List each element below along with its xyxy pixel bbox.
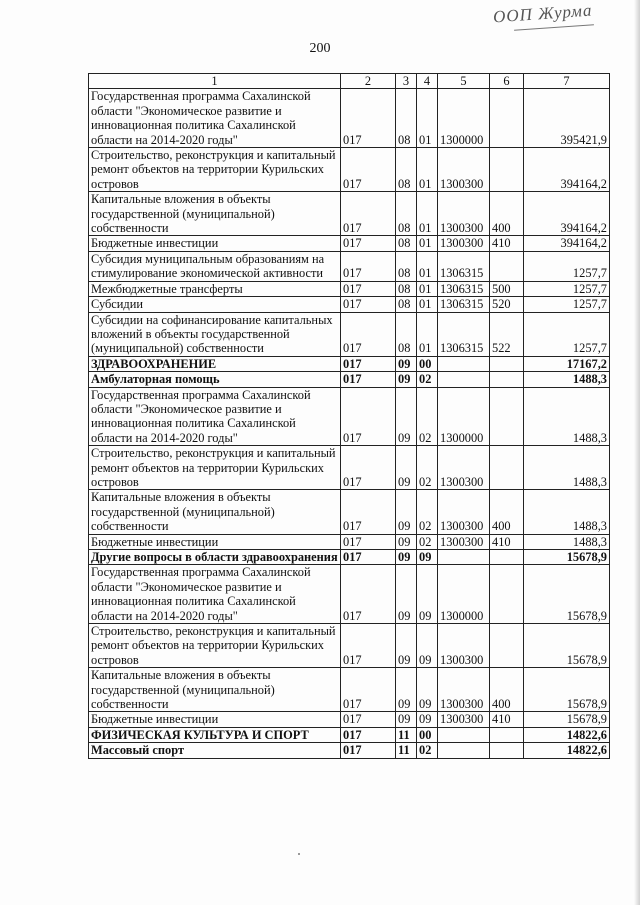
row-code-cell: 09: [396, 490, 417, 534]
row-name-cell: Другие вопросы в области здравоохранения: [89, 550, 341, 565]
row-code-cell: 09: [396, 446, 417, 490]
row-code-cell: 09: [396, 668, 417, 712]
header-cell: 2: [341, 74, 396, 89]
row-code-cell: 09: [417, 712, 438, 727]
row-name-cell: Капитальные вложения в объекты государственной (муниципальной) собственности: [89, 192, 341, 236]
table-body: [89, 89, 610, 758]
row-code-cell: 017: [341, 297, 396, 312]
row-code-cell: [490, 89, 524, 148]
row-code-cell: 1300300: [438, 624, 490, 668]
table-row: [89, 534, 610, 549]
row-code-cell: 1300300: [438, 192, 490, 236]
row-code-cell: 017: [341, 192, 396, 236]
row-code-cell: 08: [396, 89, 417, 148]
row-code-cell: [490, 565, 524, 624]
table-row: [89, 312, 610, 356]
row-name-cell: Капитальные вложения в объекты государственной (муниципальной) собственности: [89, 668, 341, 712]
row-name-cell: Субсидии на софинансирование капитальных вложений в объекты государственной (муниципальной) собственности: [89, 312, 341, 356]
row-code-cell: 1300300: [438, 534, 490, 549]
row-code-cell: 410: [490, 712, 524, 727]
row-code-cell: 017: [341, 490, 396, 534]
row-name-cell: Государственная программа Сахалинской области "Экономическое развитие и инновационная политика Сахалинской области на 2014-2020 годы": [89, 89, 341, 148]
row-code-cell: 017: [341, 236, 396, 251]
row-amount-cell: 1488,3: [524, 387, 610, 446]
table-row: [89, 281, 610, 296]
row-code-cell: 1300300: [438, 490, 490, 534]
row-code-cell: 02: [417, 490, 438, 534]
row-code-cell: 09: [396, 624, 417, 668]
row-code-cell: [490, 356, 524, 371]
row-code-cell: [438, 550, 490, 565]
row-name-cell: Массовый спорт: [89, 743, 341, 758]
row-code-cell: 1300000: [438, 565, 490, 624]
row-amount-cell: 1257,7: [524, 251, 610, 281]
row-code-cell: 08: [396, 312, 417, 356]
row-code-cell: [490, 624, 524, 668]
row-amount-cell: 1488,3: [524, 534, 610, 549]
row-amount-cell: 15678,9: [524, 668, 610, 712]
row-name-cell: Межбюджетные трансферты: [89, 281, 341, 296]
row-code-cell: 410: [490, 236, 524, 251]
row-code-cell: 1306315: [438, 281, 490, 296]
row-amount-cell: 14822,6: [524, 727, 610, 742]
table-row: [89, 356, 610, 371]
row-amount-cell: 1488,3: [524, 372, 610, 387]
row-amount-cell: 394164,2: [524, 148, 610, 192]
row-code-cell: 01: [417, 281, 438, 296]
row-code-cell: 410: [490, 534, 524, 549]
row-code-cell: 1300300: [438, 446, 490, 490]
table-row: [89, 727, 610, 742]
header-cell: 3: [396, 74, 417, 89]
row-code-cell: 017: [341, 743, 396, 758]
row-amount-cell: 1257,7: [524, 281, 610, 296]
table-row: [89, 297, 610, 312]
row-amount-cell: 14822,6: [524, 743, 610, 758]
page-number: 200: [309, 41, 331, 56]
row-code-cell: 09: [396, 550, 417, 565]
row-code-cell: 500: [490, 281, 524, 296]
table-header-row: [89, 74, 610, 89]
row-name-cell: ЗДРАВООХРАНЕНИЕ: [89, 356, 341, 371]
row-name-cell: Строительство, реконструкция и капитальный ремонт объектов на территории Курильских островов: [89, 624, 341, 668]
row-code-cell: 1300000: [438, 89, 490, 148]
row-code-cell: [490, 446, 524, 490]
row-code-cell: 400: [490, 192, 524, 236]
handwritten-note: ООП Журма: [491, 0, 593, 27]
row-name-cell: Капитальные вложения в объекты государственной (муниципальной) собственности: [89, 490, 341, 534]
row-code-cell: 01: [417, 89, 438, 148]
row-code-cell: 017: [341, 312, 396, 356]
row-name-cell: Субсидии: [89, 297, 341, 312]
row-code-cell: 09: [396, 712, 417, 727]
row-code-cell: 1300300: [438, 712, 490, 727]
row-code-cell: 02: [417, 387, 438, 446]
table-row: [89, 192, 610, 236]
scan-edge-shadow: [634, 0, 640, 905]
row-code-cell: 09: [396, 387, 417, 446]
scan-speck: [298, 853, 300, 855]
row-code-cell: 01: [417, 236, 438, 251]
row-amount-cell: 15678,9: [524, 624, 610, 668]
row-code-cell: [490, 743, 524, 758]
table-row: [89, 236, 610, 251]
row-code-cell: [438, 743, 490, 758]
table-row: [89, 712, 610, 727]
row-code-cell: 017: [341, 624, 396, 668]
row-code-cell: 017: [341, 565, 396, 624]
row-code-cell: 01: [417, 297, 438, 312]
table-row: [89, 148, 610, 192]
row-code-cell: 08: [396, 297, 417, 312]
row-code-cell: 017: [341, 89, 396, 148]
row-code-cell: 1300300: [438, 236, 490, 251]
row-code-cell: 1300300: [438, 148, 490, 192]
row-code-cell: [438, 356, 490, 371]
header-cell: 5: [438, 74, 490, 89]
row-amount-cell: 394164,2: [524, 192, 610, 236]
row-code-cell: 1306315: [438, 297, 490, 312]
row-amount-cell: 1257,7: [524, 312, 610, 356]
row-code-cell: 09: [396, 356, 417, 371]
row-name-cell: Амбулаторная помощь: [89, 372, 341, 387]
row-code-cell: 017: [341, 387, 396, 446]
row-code-cell: 08: [396, 281, 417, 296]
row-code-cell: 01: [417, 192, 438, 236]
row-code-cell: 08: [396, 192, 417, 236]
table-row: [89, 565, 610, 624]
row-code-cell: 017: [341, 372, 396, 387]
row-code-cell: 08: [396, 251, 417, 281]
row-code-cell: 017: [341, 550, 396, 565]
row-amount-cell: 395421,9: [524, 89, 610, 148]
row-amount-cell: 15678,9: [524, 550, 610, 565]
row-code-cell: 09: [417, 668, 438, 712]
row-code-cell: [438, 372, 490, 387]
row-code-cell: 08: [396, 148, 417, 192]
row-code-cell: 017: [341, 148, 396, 192]
row-code-cell: [490, 550, 524, 565]
header-cell: 7: [524, 74, 610, 89]
row-code-cell: 11: [396, 743, 417, 758]
row-code-cell: 1306315: [438, 312, 490, 356]
table-row: [89, 550, 610, 565]
header-cell: 6: [490, 74, 524, 89]
table-row: [89, 668, 610, 712]
row-code-cell: [438, 727, 490, 742]
row-amount-cell: 17167,2: [524, 356, 610, 371]
table-row: [89, 446, 610, 490]
row-code-cell: 02: [417, 372, 438, 387]
row-code-cell: [490, 387, 524, 446]
table-row: [89, 743, 610, 758]
row-code-cell: 017: [341, 251, 396, 281]
row-code-cell: 1306315: [438, 251, 490, 281]
row-code-cell: 017: [341, 534, 396, 549]
row-name-cell: Бюджетные инвестиции: [89, 236, 341, 251]
row-amount-cell: 15678,9: [524, 712, 610, 727]
row-code-cell: 017: [341, 712, 396, 727]
row-code-cell: 01: [417, 251, 438, 281]
row-amount-cell: 1257,7: [524, 297, 610, 312]
row-code-cell: 1300000: [438, 387, 490, 446]
row-code-cell: [490, 251, 524, 281]
row-amount-cell: 1488,3: [524, 490, 610, 534]
row-code-cell: 400: [490, 490, 524, 534]
table-row: [89, 89, 610, 148]
row-name-cell: ФИЗИЧЕСКАЯ КУЛЬТУРА И СПОРТ: [89, 727, 341, 742]
row-code-cell: 017: [341, 727, 396, 742]
row-name-cell: Строительство, реконструкция и капитальный ремонт объектов на территории Курильских островов: [89, 148, 341, 192]
row-name-cell: Государственная программа Сахалинской области "Экономическое развитие и инновационная политика Сахалинской области на 2014-2020 годы": [89, 387, 341, 446]
row-code-cell: 09: [396, 565, 417, 624]
row-name-cell: Бюджетные инвестиции: [89, 712, 341, 727]
row-amount-cell: 15678,9: [524, 565, 610, 624]
row-code-cell: 01: [417, 312, 438, 356]
table-row: [89, 251, 610, 281]
row-code-cell: 09: [417, 565, 438, 624]
row-code-cell: 1300300: [438, 668, 490, 712]
row-code-cell: 017: [341, 356, 396, 371]
row-amount-cell: 394164,2: [524, 236, 610, 251]
row-name-cell: Субсидия муниципальным образованиям на стимулирование экономической активности: [89, 251, 341, 281]
row-name-cell: Государственная программа Сахалинской области "Экономическое развитие и инновационная политика Сахалинской области на 2014-2020 годы": [89, 565, 341, 624]
row-code-cell: 017: [341, 446, 396, 490]
row-code-cell: 09: [417, 550, 438, 565]
row-code-cell: 02: [417, 534, 438, 549]
row-code-cell: [490, 372, 524, 387]
row-code-cell: 00: [417, 356, 438, 371]
row-code-cell: 08: [396, 236, 417, 251]
row-code-cell: 02: [417, 743, 438, 758]
row-code-cell: 520: [490, 297, 524, 312]
header-cell: 4: [417, 74, 438, 89]
row-code-cell: 09: [417, 624, 438, 668]
row-code-cell: [490, 727, 524, 742]
row-code-cell: 09: [396, 372, 417, 387]
row-code-cell: 11: [396, 727, 417, 742]
row-code-cell: [490, 148, 524, 192]
table-row: [89, 624, 610, 668]
header-cell: 1: [89, 74, 341, 89]
table-row: [89, 490, 610, 534]
table-row: [89, 372, 610, 387]
row-code-cell: 09: [396, 534, 417, 549]
budget-table: [88, 73, 610, 759]
row-amount-cell: 1488,3: [524, 446, 610, 490]
table-row: [89, 387, 610, 446]
row-code-cell: 01: [417, 148, 438, 192]
row-code-cell: 017: [341, 281, 396, 296]
row-name-cell: Бюджетные инвестиции: [89, 534, 341, 549]
row-name-cell: Строительство, реконструкция и капитальный ремонт объектов на территории Курильских островов: [89, 446, 341, 490]
row-code-cell: 400: [490, 668, 524, 712]
row-code-cell: 02: [417, 446, 438, 490]
row-code-cell: 017: [341, 668, 396, 712]
row-code-cell: 522: [490, 312, 524, 356]
row-code-cell: 00: [417, 727, 438, 742]
